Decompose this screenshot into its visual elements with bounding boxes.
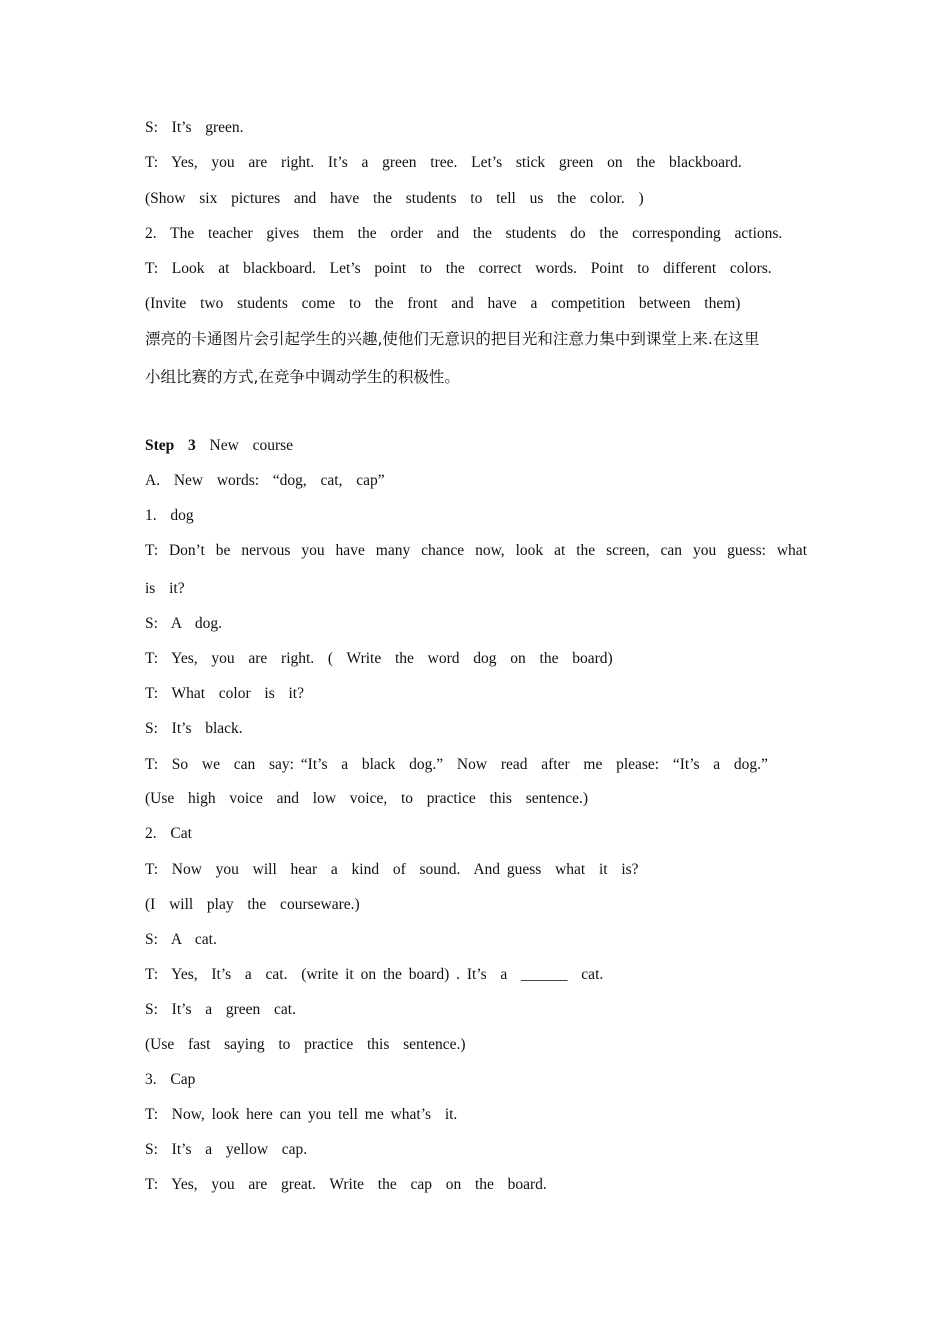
step-title: New course [209, 437, 294, 454]
text-line: T: Yes, you are great. Write the cap on the board. [145, 1176, 547, 1193]
text-line: 2. The teacher gives them the order and the students do the corresponding actions. [145, 225, 783, 242]
text-line: T: Don’t be nervous you have many chance now, look at the screen, can you guess: what [145, 542, 807, 559]
text-line: (Use high voice and low voice, to practice this sentence.) [145, 790, 589, 807]
text-line: (I will play the courseware.) [145, 896, 360, 913]
text-line: S: A dog. [145, 615, 223, 632]
text-line: T: Yes, It’s a cat. (write it on the board) . It’s a ______ cat. [145, 966, 604, 983]
text-line: T: Now you will hear a kind of sound. And guess what it is? [145, 861, 639, 878]
text-line: A. New words: “dog, cat, cap” [145, 472, 385, 489]
chinese-note-line: 漂亮的卡通图片会引起学生的兴趣,使他们无意识的把目光和注意力集中到课堂上来.在这里 [145, 330, 760, 348]
text-line: T: So we can say: “It’s a black dog.” Now read after me please: “It’s a dog.” [145, 756, 768, 773]
chinese-note-line: 小组比赛的方式,在竞争中调动学生的积极性。 [145, 368, 460, 386]
text-line: 3. Cap [145, 1071, 196, 1088]
text-line: T: Yes, you are right. ( Write the word dog on the board) [145, 650, 613, 667]
text-line: is it? [145, 580, 185, 597]
text-line: T: Look at blackboard. Let’s point to the correct words. Point to different colors. [145, 260, 772, 277]
step-label: Step 3 [145, 437, 196, 454]
text-line: T: Now, look here can you tell me what’s it. [145, 1106, 458, 1123]
text-line: T: What color is it? [145, 685, 304, 702]
text-line: (Use fast saying to practice this sentence.) [145, 1036, 466, 1053]
text-line: 2. Cat [145, 825, 192, 842]
text-line: S: It’s a yellow cap. [145, 1141, 308, 1158]
text-line: S: It’s green. [145, 119, 244, 136]
text-line: T: Yes, you are right. It’s a green tree. Let’s stick green on the blackboard. [145, 154, 742, 171]
text-line: S: It’s a green cat. [145, 1001, 296, 1018]
text-line: S: A cat. [145, 931, 217, 948]
text-line: (Invite two students come to the front and have a competition between them) [145, 295, 741, 312]
text-line: S: It’s black. [145, 720, 243, 737]
section-heading [145, 436, 293, 456]
text-line: 1. dog [145, 507, 194, 524]
text-line: (Show six pictures and have the students to tell us the color. ) [145, 190, 644, 207]
